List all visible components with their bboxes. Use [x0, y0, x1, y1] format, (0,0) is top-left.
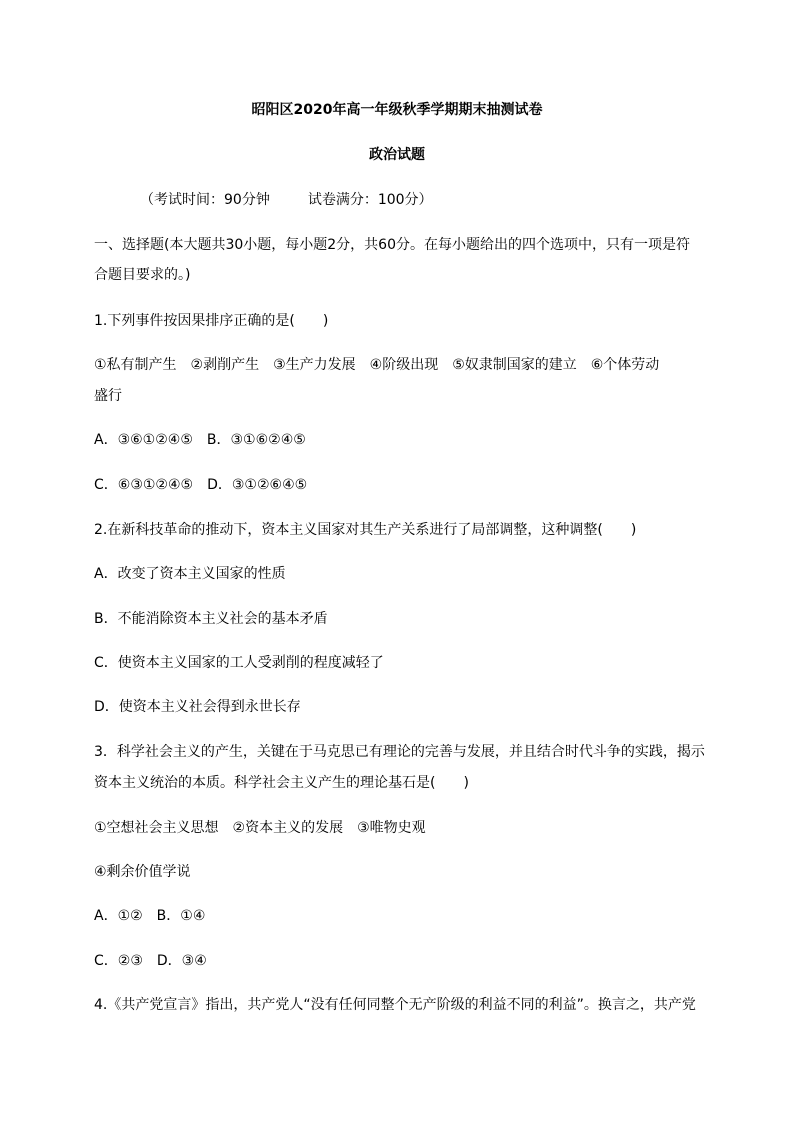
q1-options-ab: A．③⑥①②④⑤ B．③①⑥②④⑤ [94, 432, 306, 448]
q1-items-line1: ①私有制产生 ②剥削产生 ③生产力发展 ④阶级出现 ⑤奴隶制国家的建立 ⑥个体劳动 [94, 357, 660, 373]
q2-stem: 2.在新科技革命的推动下，资本主义国家对其生产关系进行了局部调整，这种调整( ) [94, 522, 637, 538]
q3-options-cd: C．②③ D．③④ [94, 953, 207, 969]
q4-stem-line1: 4.《共产党宣言》指出，共产党人“没有任何同整个无产阶级的利益不同的利益”。换言之，共产党 [94, 997, 696, 1013]
section-instructions-line1: 一、选择题(本大题共30小题，每小题2分，共60分。在每小题给出的四个选项中，只有一项是符 [94, 237, 690, 253]
q1-options-cd: C．⑥③①②④⑤ D．③①②⑥④⑤ [94, 477, 308, 493]
q2-option-c: C．使资本主义国家的工人受剥削的程度减轻了 [94, 655, 384, 671]
exam-info [140, 190, 433, 210]
section-instructions-line2: 合题目要求的。) [94, 267, 191, 283]
q3-options-ab: A．①② B．①④ [94, 908, 206, 924]
q2-option-d: D．使资本主义社会得到永世长存 [94, 699, 301, 715]
q3-stem-line1: 3．科学社会主义的产生，关键在于马克思已有理论的完善与发展，并且结合时代斗争的实践，揭示 [94, 744, 705, 760]
q2-option-b: B．不能消除资本主义社会的基本矛盾 [94, 611, 328, 627]
full-score: 试卷满分：100分） [307, 192, 433, 208]
q3-stem-line2: 资本主义统治的本质。科学社会主义产生的理论基石是( ) [94, 775, 469, 791]
exam-subtitle: 政治试题 [369, 147, 425, 163]
q2-option-a: A．改变了资本主义国家的性质 [94, 566, 286, 582]
exam-time: （考试时间：90分钟 [140, 192, 270, 208]
exam-title: 昭阳区2020年高一年级秋季学期期末抽测试卷 [251, 102, 543, 118]
q1-items-line2: 盛行 [94, 388, 122, 404]
q3-items-line1: ①空想社会主义思想 ②资本主义的发展 ③唯物史观 [94, 820, 426, 836]
q3-items-line2: ④剩余价值学说 [94, 864, 191, 880]
q1-stem: 1.下列事件按因果排序正确的是( ) [94, 313, 329, 329]
